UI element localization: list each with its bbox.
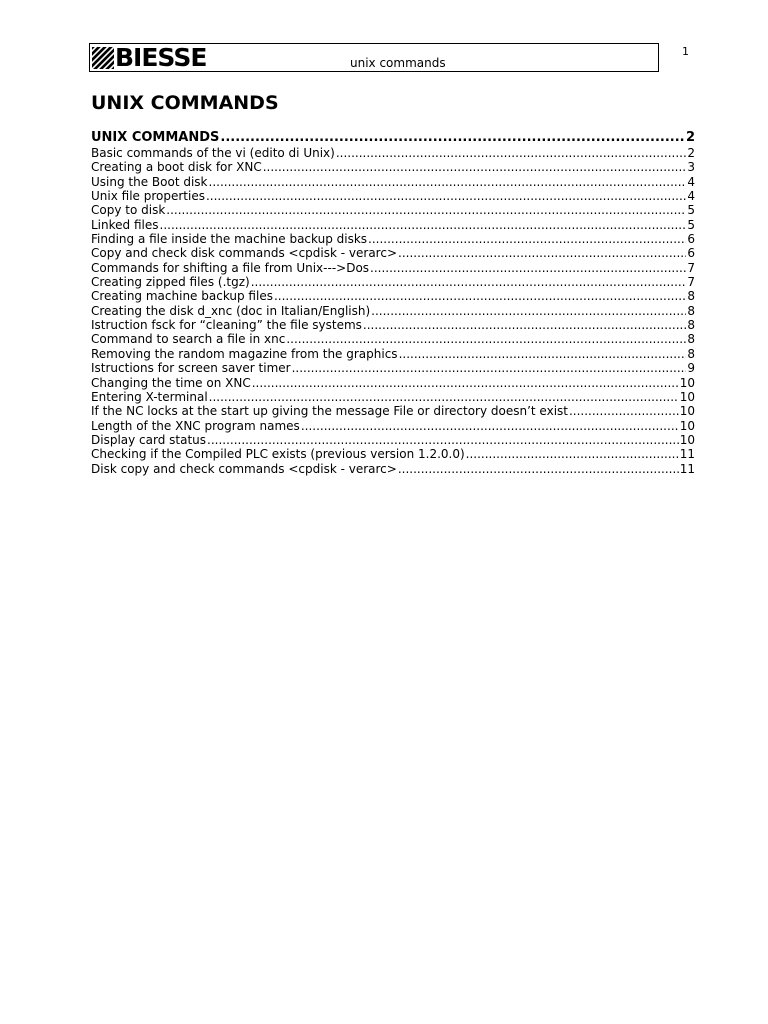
toc-leader-dots [363, 318, 686, 332]
logo-text: BIESSE [115, 43, 207, 72]
toc-leader-dots [569, 404, 679, 418]
toc-leader-dots [370, 261, 686, 275]
toc-entry-title: Creating a boot disk for XNC [91, 160, 262, 175]
toc-entry-title: Istruction fsck for “cleaning” the file systems [91, 318, 362, 333]
toc-entry[interactable] [91, 218, 695, 232]
toc-leader-dots [251, 275, 687, 289]
toc-leader-dots [274, 289, 686, 303]
toc-leader-dots [252, 376, 679, 390]
toc-entry[interactable] [91, 462, 695, 476]
toc-leader-dots [368, 232, 686, 246]
toc-entry-title: Display card status [91, 432, 207, 447]
toc-leader-dots [336, 146, 687, 160]
toc-main-entry[interactable] [91, 129, 695, 146]
toc-entry-title: Istructions for screen saver timer [91, 361, 291, 376]
toc-leader-dots [398, 246, 686, 260]
toc-leader-dots [263, 160, 687, 174]
toc-entry-page: 10 [679, 432, 695, 447]
toc-leader-dots [209, 390, 679, 404]
toc-entry[interactable] [91, 289, 695, 303]
page-header [89, 43, 659, 72]
toc-leader-dots [209, 175, 687, 189]
toc-entry-title: Changing the time on XNC [91, 375, 251, 390]
toc-entry-title: Linked files [91, 217, 159, 232]
toc-leader-dots [160, 218, 687, 232]
toc-entry-page: 8 [687, 289, 695, 304]
toc-entry[interactable] [91, 404, 695, 418]
toc-entry-page: 7 [687, 275, 695, 290]
toc-entry[interactable] [91, 160, 695, 174]
toc-entry-page: 9 [687, 361, 695, 376]
toc-entry-page: 10 [679, 404, 695, 419]
table-of-contents [91, 129, 695, 476]
document-title: UNIX COMMANDS [91, 92, 279, 114]
toc-entry[interactable] [91, 203, 695, 217]
toc-entry-page: 8 [687, 346, 695, 361]
toc-entry[interactable] [91, 419, 695, 433]
toc-entry[interactable] [91, 246, 695, 260]
toc-entry-page: 10 [679, 375, 695, 390]
toc-leader-dots [206, 189, 686, 203]
biesse-logo [92, 45, 206, 71]
toc-entry[interactable] [91, 275, 695, 289]
toc-entry-title: UNIX COMMANDS [91, 130, 220, 145]
toc-entry-page: 8 [687, 332, 695, 347]
toc-leader-dots [371, 304, 686, 318]
toc-entry[interactable] [91, 189, 695, 203]
toc-entry[interactable] [91, 332, 695, 346]
toc-entry-page: 2 [687, 146, 695, 160]
toc-entry[interactable] [91, 376, 695, 390]
toc-entry[interactable] [91, 261, 695, 275]
toc-entry-page: 4 [687, 189, 695, 204]
toc-entry-title: Basic commands of the vi (edito di Unix) [91, 146, 335, 160]
toc-entry-title: Removing the random magazine from the graphics [91, 346, 398, 361]
toc-entry-page: 8 [687, 303, 695, 318]
toc-entry-title: Unix file properties [91, 189, 205, 204]
biesse-stripe-icon [92, 47, 114, 69]
toc-entry[interactable] [91, 390, 695, 404]
toc-entry-page: 2 [685, 130, 695, 145]
toc-entry-page: 6 [687, 232, 695, 247]
toc-entry-page: 11 [679, 461, 695, 476]
toc-entry-page: 3 [687, 160, 695, 175]
toc-entry[interactable] [91, 433, 695, 447]
toc-entry-title: Command to search a file in xnc [91, 332, 286, 347]
toc-leader-dots [220, 129, 685, 146]
toc-leader-dots [207, 433, 679, 447]
toc-leader-dots [301, 419, 679, 433]
toc-entry-title: Creating machine backup files [91, 289, 273, 304]
toc-entry-title: Copy and check disk commands <cpdisk - verarc> [91, 246, 397, 261]
toc-entry-page: 5 [687, 217, 695, 232]
toc-entry-title: Disk copy and check commands <cpdisk - verarc> [91, 461, 397, 476]
toc-entry-page: 5 [687, 203, 695, 218]
toc-entry[interactable] [91, 304, 695, 318]
toc-entry[interactable] [91, 175, 695, 189]
toc-entry-page: 6 [687, 246, 695, 261]
toc-entry-page: 7 [687, 260, 695, 275]
toc-entry-page: 4 [687, 174, 695, 189]
toc-entry[interactable] [91, 361, 695, 375]
toc-entry-title: Creating zipped files (.tgz) [91, 275, 250, 290]
toc-leader-dots [292, 361, 687, 375]
toc-entry-page: 11 [679, 447, 695, 462]
toc-entry-title: Finding a file inside the machine backup disks [91, 232, 368, 247]
toc-entry-title: Using the Boot disk [91, 174, 208, 189]
toc-entry[interactable] [91, 232, 695, 246]
toc-entry-page: 10 [679, 418, 695, 433]
toc-entry[interactable] [91, 447, 695, 461]
toc-entry-title: If the NC locks at the start up giving the message File or directory doesn’t exist [91, 404, 568, 419]
toc-entry[interactable] [91, 347, 695, 361]
toc-entry-title: Length of the XNC program names [91, 418, 300, 433]
header-title: unix commands [350, 56, 446, 70]
toc-leader-dots [398, 462, 679, 476]
toc-entry[interactable] [91, 318, 695, 332]
toc-entry[interactable] [91, 146, 695, 160]
toc-leader-dots [166, 203, 686, 217]
toc-leader-dots [399, 347, 687, 361]
toc-entry-title: Entering X-terminal [91, 389, 208, 404]
toc-leader-dots [286, 332, 686, 346]
toc-entry-title: Checking if the Compiled PLC exists (previous version 1.2.0.0) [91, 447, 465, 462]
toc-entry-page: 8 [687, 318, 695, 333]
toc-leader-dots [466, 447, 679, 461]
toc-entry-page: 10 [679, 389, 695, 404]
toc-entry-title: Copy to disk [91, 203, 166, 218]
page-number: 1 [682, 45, 689, 58]
toc-entry-title: Creating the disk d_xnc (doc in Italian/English) [91, 303, 371, 318]
toc-entry-title: Commands for shifting a file from Unix--->Dos [91, 260, 370, 275]
